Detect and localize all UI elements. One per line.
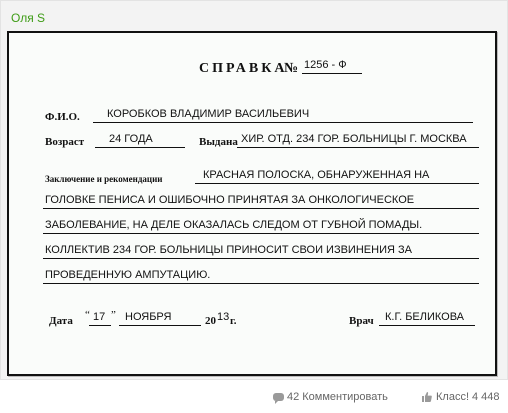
date-year-unit: г.: [230, 315, 237, 327]
post-footer: [0, 385, 508, 409]
fio-value: КОРОБКОВ ВЛАДИМИР ВАСИЛЬЕВИЧ: [107, 108, 310, 120]
conclusion-underline-4: [43, 258, 479, 259]
issued-value: ХИР. ОТД. 234 ГОР. БОЛЬНИЦЫ Г. МОСКВА: [241, 133, 467, 145]
like-label: Класс!: [436, 391, 469, 403]
comment-bubble-icon: [273, 393, 284, 401]
like-button[interactable]: [421, 391, 500, 403]
like-count: 4 448: [472, 391, 500, 403]
doctor-label: Врач: [349, 315, 374, 327]
certificate-title: СПРАВКА: [199, 61, 288, 76]
date-quote-open: “: [85, 309, 90, 321]
certificate-number: 1256 - Ф: [304, 59, 347, 71]
conclusion-underline-5: [43, 283, 479, 284]
conclusion-underline-2: [43, 208, 479, 209]
post-author-link[interactable]: Оля S: [11, 11, 46, 25]
conclusion-line-1: КРАСНАЯ ПОЛОСКА, ОБНАРУЖЕННАЯ НА: [203, 169, 430, 181]
issued-underline: [237, 147, 479, 148]
comments-button[interactable]: [273, 391, 388, 403]
date-year-suffix: 13: [217, 311, 230, 323]
conclusion-underline-1: [195, 183, 479, 184]
conclusion-line-4: КОЛЛЕКТИВ 234 ГОР. БОЛЬНИЦЫ ПРИНОСИТ СВОИ ИЗВИНЕНИЯ ЗА: [45, 244, 412, 256]
certificate-number-sign: №: [284, 61, 299, 76]
age-value: 24 ГОДА: [109, 133, 153, 145]
conclusion-line-2: ГОЛОВКЕ ПЕНИСА И ОШИБОЧНО ПРИНЯТАЯ ЗА ОНКОЛОГИЧЕСКОЕ: [45, 194, 415, 206]
date-month-underline: [119, 325, 201, 326]
comments-count: 42: [287, 391, 300, 403]
issued-label: Выдана: [199, 136, 238, 148]
date-day-underline: [89, 325, 111, 326]
date-day: 17: [93, 311, 106, 323]
thumbs-up-icon: [421, 391, 433, 403]
date-quote-close: ”: [111, 309, 116, 321]
conclusion-label: Заключение и рекомендации: [45, 174, 163, 184]
doctor-underline: [379, 325, 475, 326]
age-label: Возраст: [45, 136, 85, 148]
fio-underline: [93, 122, 473, 123]
age-underline: [95, 147, 185, 148]
conclusion-line-3: ЗАБОЛЕВАНИЕ, НА ДЕЛЕ ОКАЗАЛАСЬ СЛЕДОМ ОТ ГУБНОЙ ПОМАДЫ.: [45, 219, 423, 231]
date-label: Дата: [49, 315, 73, 327]
date-year-prefix: 20: [205, 315, 216, 327]
doctor-value: К.Г. БЕЛИКОВА: [385, 311, 465, 323]
fio-label: Ф.И.О.: [45, 111, 80, 123]
date-month: НОЯБРЯ: [125, 311, 172, 323]
conclusion-underline-3: [43, 233, 479, 234]
number-underline: [302, 73, 362, 74]
conclusion-line-5: ПРОВЕДЕННУЮ АМПУТАЦИЮ.: [45, 269, 211, 281]
comments-label: Комментировать: [302, 391, 388, 403]
certificate-image: [7, 31, 497, 376]
